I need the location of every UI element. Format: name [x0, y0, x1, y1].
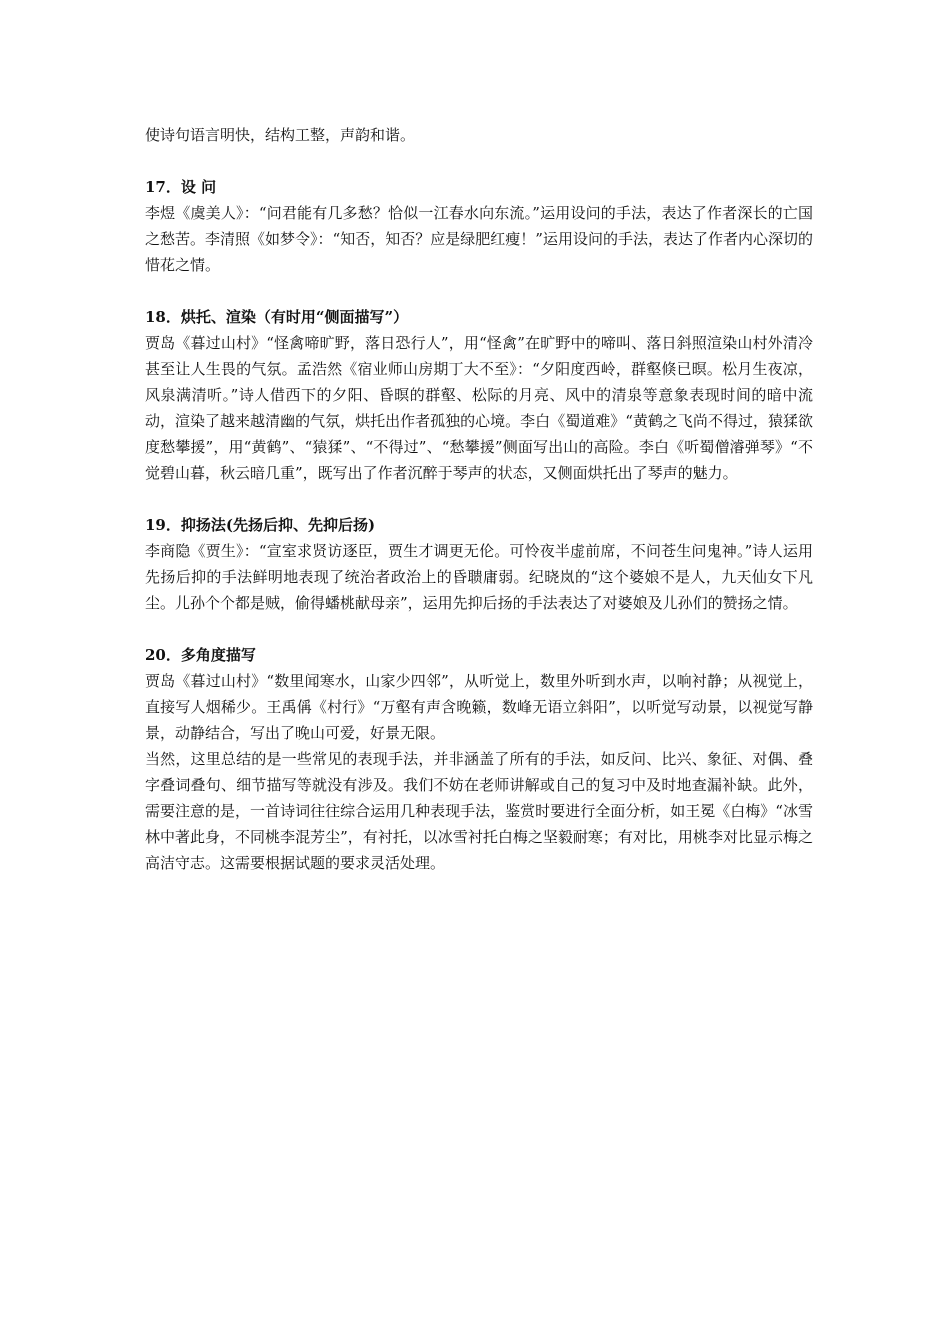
intro-line: 使诗句语言明快，结构工整，声韵和谐。: [145, 126, 416, 144]
section-heading-17: 17．设 问: [145, 178, 217, 196]
document-body: [145, 122, 813, 876]
section-paragraph-17: 李煜《虞美人》：“问君能有几多愁？恰似一江春水向东流。”运用设问的手法，表达了作者深长的亡国之愁苦。李清照《如梦令》：“知否，知否？应是绿肥红瘦！”运用设问的手法，表达了作者内心深切的惜花之情。: [145, 204, 813, 274]
section-paragraph-19: 李商隐《贾生》：“宣室求贤访逐臣，贾生才调更无伦。可怜夜半虚前席，不问苍生问鬼神。”诗人运用先扬后抑的手法鲜明地表现了统治者政治上的昏聩庸弱。纪晓岚的“这个婆娘不是人，九天仙女下凡尘。儿孙个个都是贼，偷得蟠桃献母亲”，运用先抑后扬的手法表达了对婆娘及儿孙们的赞扬之情。: [145, 542, 813, 612]
section-heading-19: 19．抑扬法(先扬后抑、先抑后扬): [145, 516, 376, 534]
summary-paragraph: 当然，这里总结的是一些常见的表现手法，并非涵盖了所有的手法，如反问、比兴、象征、对偶、叠字叠词叠句、细节描写等就没有涉及。我们不妨在老师讲解或自己的复习中及时地查漏补缺。此外，需要注意的是，一首诗词往往综合运用几种表现手法，鉴赏时要进行全面分析，如王冕《白梅》“冰雪林中著此身，不同桃李混芳尘”，有衬托，以冰雪衬托白梅之坚毅耐寒；有对比，用桃李对比显示梅之高洁守志。这需要根据试题的要求灵活处理。: [145, 750, 813, 872]
section-paragraph-18: 贾岛《暮过山村》“怪禽啼旷野，落日恐行人”，用“怪禽”在旷野中的啼叫、落日斜照渲染山村外清冷甚至让人生畏的气氛。孟浩然《宿业师山房期丁大不至》：“夕阳度西岭，群壑倏已暝。松月生夜凉，风泉满清听。”诗人借西下的夕阳、昏暝的群壑、松际的月亮、风中的清泉等意象表现时间的暗中流动，渲染了越来越清幽的气氛，烘托出作者孤独的心境。李白《蜀道难》“黄鹤之飞尚不得过，猿猱欲度愁攀援”，用“黄鹤”、“猿猱”、“不得过”、“愁攀援”侧面写出山的高险。李白《听蜀僧濬弹琴》“不觉碧山暮，秋云暗几重”，既写出了作者沉醉于琴声的状态，又侧面烘托出了琴声的魅力。: [145, 334, 813, 482]
spacer: [145, 278, 813, 304]
section-heading-20: 20．多角度描写: [145, 646, 256, 664]
section-paragraph-20: 贾岛《暮过山村》“数里闻寒水，山家少四邻”，从听觉上，数里外听到水声，以响衬静；从视觉上，直接写人烟稀少。王禹偁《村行》“万壑有声含晚籁，数峰无语立斜阳”，以听觉写动景，以视觉写静景，动静结合，写出了晚山可爱，好景无限。: [145, 672, 813, 742]
spacer: [145, 486, 813, 512]
spacer: [145, 148, 813, 174]
section-heading-18: 18．烘托、渲染（有时用“侧面描写”）: [145, 308, 409, 326]
spacer: [145, 616, 813, 642]
